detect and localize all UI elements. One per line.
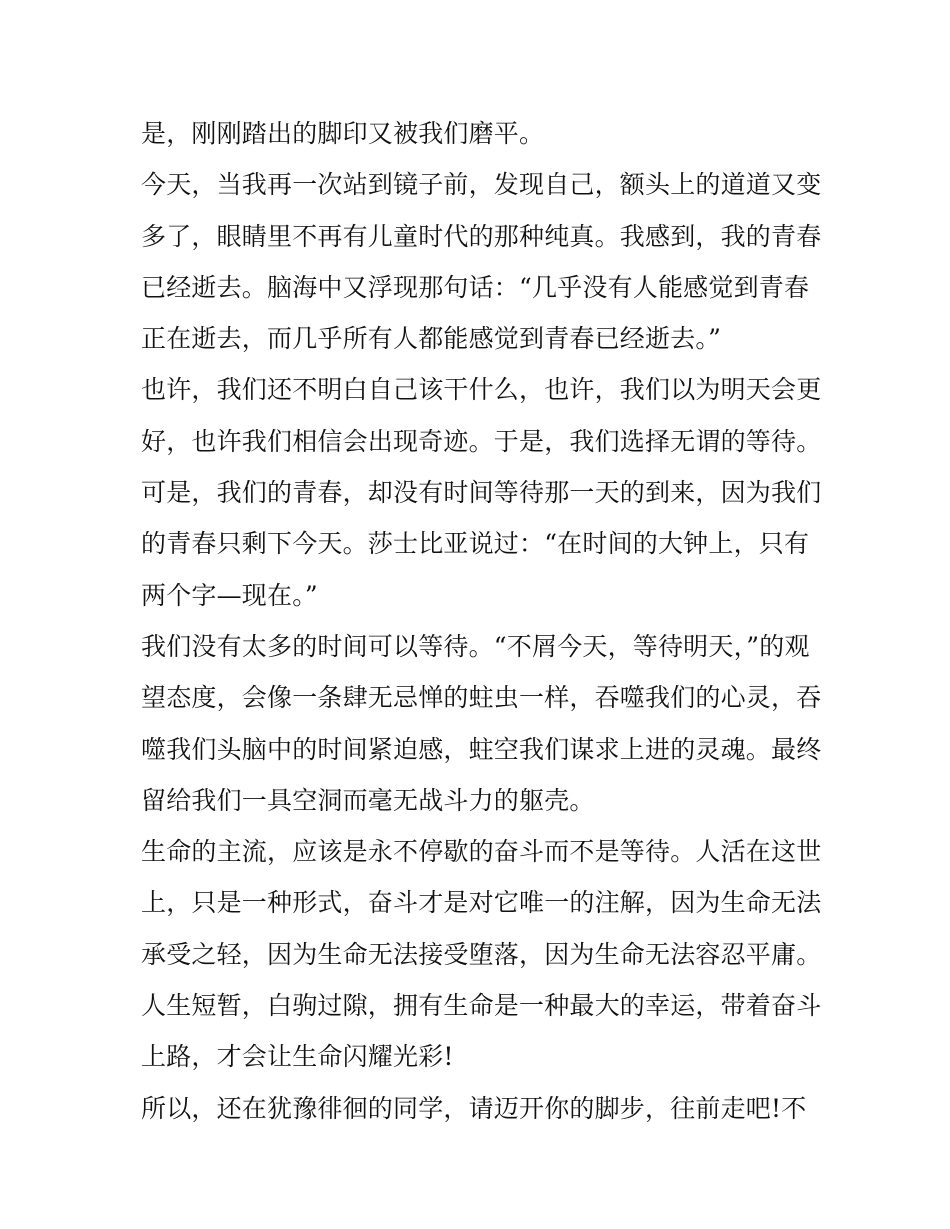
text-line: 噬我们头脑中的时间紧迫感，蛀空我们谋求上进的灵魂。最终 [141, 734, 822, 764]
text-line: 上路，才会让生命闪耀光彩! [141, 1042, 454, 1072]
body-text [141, 108, 821, 1134]
text-line: 望态度，会像一条肆无忌惮的蛀虫一样，吞噬我们的心灵，吞 [141, 683, 822, 713]
text-line: 已经逝去。脑海中又浮现那句话：“几乎没有人能感觉到青春 [141, 272, 810, 302]
text-line: 正在逝去，而几乎所有人都能感觉到青春已经逝去。” [141, 324, 722, 354]
text-line: 人生短暂，白驹过隙，拥有生命是一种最大的幸运，带着奋斗 [141, 991, 822, 1021]
text-line: 上，只是一种形式，奋斗才是对它唯一的注解，因为生命无法 [141, 888, 822, 918]
text-line: 多了，眼睛里不再有儿童时代的那种纯真。我感到，我的青春 [141, 221, 822, 251]
text-line: 两个字—现在。” [141, 580, 318, 610]
text-line: 我们没有太多的时间可以等待。“不屑今天，等待明天，”的观 [141, 631, 810, 661]
text-line: 的青春只剩下今天。莎士比亚说过：“在时间的大钟上，只有 [141, 529, 810, 559]
text-line: 承受之轻，因为生命无法接受堕落，因为生命无法容忍平庸。 [141, 939, 822, 969]
text-line: 所以，还在犹豫徘徊的同学，请迈开你的脚步，往前走吧!不 [141, 1093, 807, 1123]
text-line: 是，刚刚踏出的脚印又被我们磨平。 [141, 119, 545, 148]
text-line: 今天，当我再一次站到镜子前，发现自己，额头上的道道又变 [141, 170, 822, 200]
text-line: 留给我们一具空洞而毫无战斗力的躯壳。 [141, 785, 595, 815]
text-line: 可是，我们的青春，却没有时间等待那一天的到来，因为我们 [141, 478, 822, 508]
text-line: 也许，我们还不明白自己该干什么，也许，我们以为明天会更 [141, 375, 822, 405]
text-line: 生命的主流，应该是永不停歇的奋斗而不是等待。人活在这世 [141, 837, 822, 867]
text-line: 好，也许我们相信会出现奇迹。于是，我们选择无谓的等待。 [141, 426, 822, 456]
